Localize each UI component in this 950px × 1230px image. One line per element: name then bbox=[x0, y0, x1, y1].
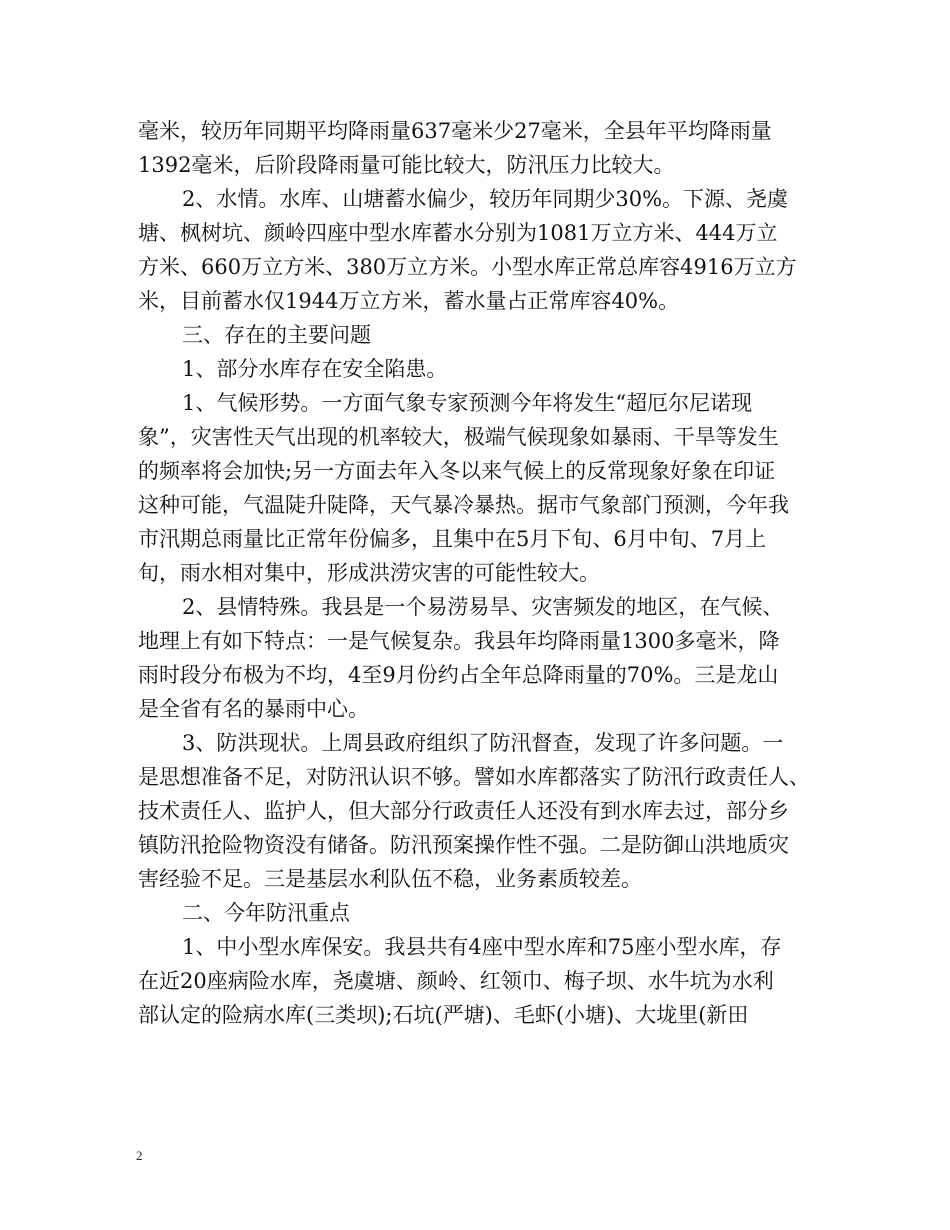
text-line: 1392毫米，后阶段降雨量可能比较大，防汛压力比较大。 bbox=[138, 153, 675, 177]
text-line: 市汛期总雨量比正常年份偏多，且集中在5月下旬、6月中旬、7月上 bbox=[138, 527, 767, 551]
text-line: 三、存在的主要问题 bbox=[182, 323, 371, 347]
text-line: 1、部分水库存在安全陷患。 bbox=[182, 357, 448, 381]
text-line: 镇防汛抢险物资没有储备。防汛预案操作性不强。二是防御山洪地质灾 bbox=[138, 833, 789, 857]
text-line: 米，目前蓄水仅1944万立方米，蓄水量占正常库容40%。 bbox=[138, 289, 680, 313]
text-line: 1、中小型水库保安。我县共有4座中型水库和75座小型水库，存 bbox=[182, 935, 782, 959]
text-line: 2、县情特殊。我县是一个易涝易旱、灾害频发的地区，在气候、 bbox=[182, 595, 784, 619]
text-line: 3、防洪现状。上周县政府组织了防汛督查，发现了许多问题。一 bbox=[182, 731, 784, 755]
document-body bbox=[138, 114, 828, 1032]
text-line: 象”，灾害性天气出现的机率较大，极端气候现象如暴雨、干旱等发生 bbox=[138, 425, 779, 449]
text-line: 这种可能，气温陡升陡降，天气暴冷暴热。据市气象部门预测，今年我 bbox=[138, 493, 789, 517]
text-line: 方米、660万立方米、380万立方米。小型水库正常总库容4916万立方 bbox=[138, 255, 797, 279]
text-line: 塘、枫树坑、颜岭四座中型水库蓄水分别为1081万立方米、444万立 bbox=[138, 221, 778, 245]
page-number: 2 bbox=[136, 1148, 143, 1163]
text-line: 害经验不足。三是基层水利队伍不稳，业务素质较差。 bbox=[138, 867, 642, 891]
text-line: 地理上有如下特点：一是气候复杂。我县年均降雨量1300多毫米，降 bbox=[138, 629, 780, 653]
text-line: 二、今年防汛重点 bbox=[182, 901, 350, 925]
text-line: 雨时段分布极为不均，4至9月份约占全年总降雨量的70%。三是龙山 bbox=[138, 663, 779, 687]
text-line: 旬，雨水相对集中，形成洪涝灾害的可能性较大。 bbox=[138, 561, 600, 585]
text-line: 1、气候形势。一方面气象专家预测今年将发生“超厄尔尼诺现 bbox=[182, 391, 753, 415]
text-line: 部认定的险病水库(三类坝);石坑(严塘)、毛虾(小塘)、大垅里(新田 bbox=[138, 1003, 749, 1027]
text-line: 毫米，较历年同期平均降雨量637毫米少27毫米，全县年平均降雨量 bbox=[138, 119, 772, 143]
text-line: 是全省有名的暴雨中心。 bbox=[138, 697, 369, 721]
text-line: 的频率将会加快;另一方面去年入冬以来气候上的反常现象好象在印证 bbox=[138, 459, 776, 483]
text-line: 在近20座病险水库，尧虞塘、颜岭、红领巾、梅子坝、水牛坑为水利 bbox=[138, 969, 774, 993]
text-line: 2、水情。水库、山塘蓄水偏少，较历年同期少30%。下源、尧虞 bbox=[182, 187, 789, 211]
text-line: 是思想准备不足，对防汛认识不够。譬如水库都落实了防汛行政责任人、 bbox=[138, 765, 810, 789]
text-line: 技术责任人、监护人，但大部分行政责任人还没有到水库去过，部分乡 bbox=[138, 799, 789, 823]
